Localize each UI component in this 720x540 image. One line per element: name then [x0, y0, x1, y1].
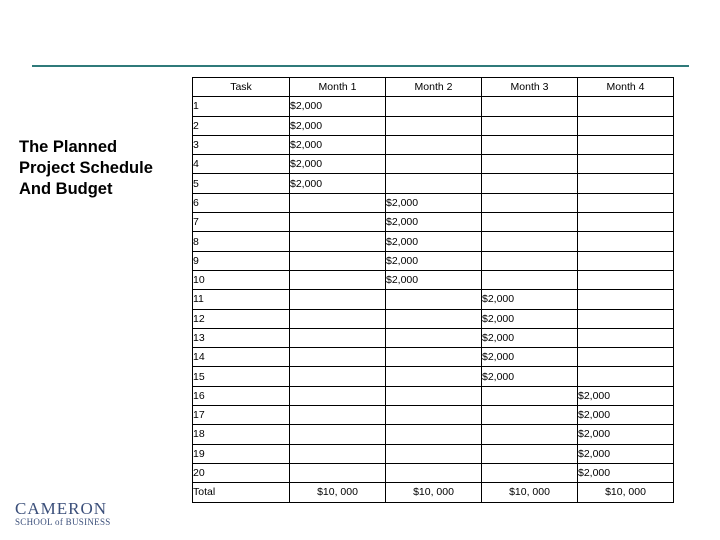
month-3-cell: $2,000	[482, 367, 578, 386]
task-cell: 4	[193, 155, 290, 174]
task-cell: 18	[193, 425, 290, 444]
month-3-cell	[482, 444, 578, 463]
total-month-1: $10, 000	[290, 483, 386, 502]
task-cell: 9	[193, 251, 290, 270]
month-3-cell: $2,000	[482, 290, 578, 309]
top-rule	[32, 65, 689, 67]
header-task: Task	[193, 78, 290, 97]
month-1-cell	[290, 290, 386, 309]
total-month-3: $10, 000	[482, 483, 578, 502]
header-month-1: Month 1	[290, 78, 386, 97]
month-3-cell	[482, 213, 578, 232]
month-3-cell	[482, 251, 578, 270]
month-4-cell	[578, 97, 674, 116]
month-3-cell	[482, 97, 578, 116]
month-4-cell	[578, 328, 674, 347]
month-4-cell	[578, 135, 674, 154]
task-cell: 6	[193, 193, 290, 212]
total-month-4: $10, 000	[578, 483, 674, 502]
task-cell: 10	[193, 270, 290, 289]
month-1-cell	[290, 213, 386, 232]
table-row	[193, 348, 674, 367]
month-1-cell	[290, 367, 386, 386]
task-cell: 13	[193, 328, 290, 347]
table-row	[193, 116, 674, 135]
table-row	[193, 309, 674, 328]
month-2-cell	[386, 425, 482, 444]
month-1-cell	[290, 232, 386, 251]
table-row	[193, 290, 674, 309]
task-cell: 2	[193, 116, 290, 135]
table-row	[193, 406, 674, 425]
month-1-cell: $2,000	[290, 174, 386, 193]
task-cell: 1	[193, 97, 290, 116]
task-cell: 15	[193, 367, 290, 386]
task-cell: 8	[193, 232, 290, 251]
cameron-logo	[15, 500, 135, 528]
table-row	[193, 251, 674, 270]
task-cell: 12	[193, 309, 290, 328]
month-1-cell	[290, 270, 386, 289]
month-4-cell	[578, 155, 674, 174]
month-1-cell	[290, 444, 386, 463]
table-row	[193, 97, 674, 116]
month-4-cell	[578, 290, 674, 309]
table-row	[193, 386, 674, 405]
month-1-cell	[290, 425, 386, 444]
month-2-cell	[386, 116, 482, 135]
month-1-cell	[290, 463, 386, 482]
table-row	[193, 270, 674, 289]
month-3-cell	[482, 116, 578, 135]
month-3-cell	[482, 174, 578, 193]
month-2-cell	[386, 155, 482, 174]
month-4-cell	[578, 174, 674, 193]
month-4-cell	[578, 213, 674, 232]
month-1-cell: $2,000	[290, 116, 386, 135]
task-cell: 11	[193, 290, 290, 309]
task-cell: 20	[193, 463, 290, 482]
month-2-cell	[386, 463, 482, 482]
month-4-cell: $2,000	[578, 425, 674, 444]
task-cell: 3	[193, 135, 290, 154]
total-month-2: $10, 000	[386, 483, 482, 502]
table-row	[193, 155, 674, 174]
month-4-cell	[578, 116, 674, 135]
month-3-cell: $2,000	[482, 309, 578, 328]
table-row	[193, 444, 674, 463]
month-1-cell	[290, 386, 386, 405]
total-row	[193, 483, 674, 502]
header-month-2: Month 2	[386, 78, 482, 97]
table-row	[193, 367, 674, 386]
task-cell: 19	[193, 444, 290, 463]
month-4-cell	[578, 309, 674, 328]
table-row	[193, 174, 674, 193]
table-row	[193, 463, 674, 482]
table-row	[193, 135, 674, 154]
month-2-cell	[386, 386, 482, 405]
month-2-cell	[386, 444, 482, 463]
month-2-cell	[386, 290, 482, 309]
month-4-cell: $2,000	[578, 463, 674, 482]
title-line: The Planned	[19, 138, 118, 156]
title-line: And Budget	[19, 180, 113, 198]
month-4-cell	[578, 232, 674, 251]
month-4-cell	[578, 367, 674, 386]
task-cell: 14	[193, 348, 290, 367]
header-month-3: Month 3	[482, 78, 578, 97]
month-1-cell	[290, 309, 386, 328]
month-3-cell	[482, 386, 578, 405]
month-1-cell	[290, 406, 386, 425]
table-row	[193, 328, 674, 347]
task-cell: 7	[193, 213, 290, 232]
task-cell: 5	[193, 174, 290, 193]
month-1-cell: $2,000	[290, 155, 386, 174]
table-row	[193, 232, 674, 251]
month-3-cell	[482, 406, 578, 425]
table-row	[193, 193, 674, 212]
month-1-cell	[290, 328, 386, 347]
month-2-cell	[386, 348, 482, 367]
schedule-table	[192, 77, 674, 503]
month-3-cell	[482, 135, 578, 154]
table-row	[193, 213, 674, 232]
month-1-cell	[290, 193, 386, 212]
month-2-cell	[386, 174, 482, 193]
month-4-cell	[578, 193, 674, 212]
month-2-cell	[386, 309, 482, 328]
month-4-cell: $2,000	[578, 386, 674, 405]
month-3-cell	[482, 193, 578, 212]
month-3-cell: $2,000	[482, 348, 578, 367]
month-2-cell: $2,000	[386, 213, 482, 232]
month-3-cell	[482, 155, 578, 174]
month-1-cell	[290, 251, 386, 270]
task-cell: 17	[193, 406, 290, 425]
month-2-cell: $2,000	[386, 251, 482, 270]
month-2-cell: $2,000	[386, 193, 482, 212]
month-1-cell: $2,000	[290, 135, 386, 154]
month-1-cell: $2,000	[290, 97, 386, 116]
month-4-cell	[578, 270, 674, 289]
month-3-cell	[482, 425, 578, 444]
month-3-cell	[482, 232, 578, 251]
month-3-cell	[482, 270, 578, 289]
logo-line-2: SCHOOL of BUSINESS	[15, 517, 111, 527]
month-4-cell: $2,000	[578, 406, 674, 425]
month-3-cell	[482, 463, 578, 482]
month-2-cell	[386, 367, 482, 386]
month-3-cell: $2,000	[482, 328, 578, 347]
table-row	[193, 425, 674, 444]
month-2-cell: $2,000	[386, 270, 482, 289]
logo-line-1: CAMERON	[15, 499, 108, 518]
title-line: Project Schedule	[19, 159, 153, 177]
task-cell: 16	[193, 386, 290, 405]
month-1-cell	[290, 348, 386, 367]
month-4-cell	[578, 251, 674, 270]
page-title	[19, 137, 189, 200]
month-4-cell	[578, 348, 674, 367]
total-label: Total	[193, 483, 290, 502]
month-4-cell: $2,000	[578, 444, 674, 463]
month-2-cell	[386, 135, 482, 154]
header-row	[193, 78, 674, 97]
header-month-4: Month 4	[578, 78, 674, 97]
month-2-cell	[386, 328, 482, 347]
month-2-cell: $2,000	[386, 232, 482, 251]
month-2-cell	[386, 97, 482, 116]
month-2-cell	[386, 406, 482, 425]
